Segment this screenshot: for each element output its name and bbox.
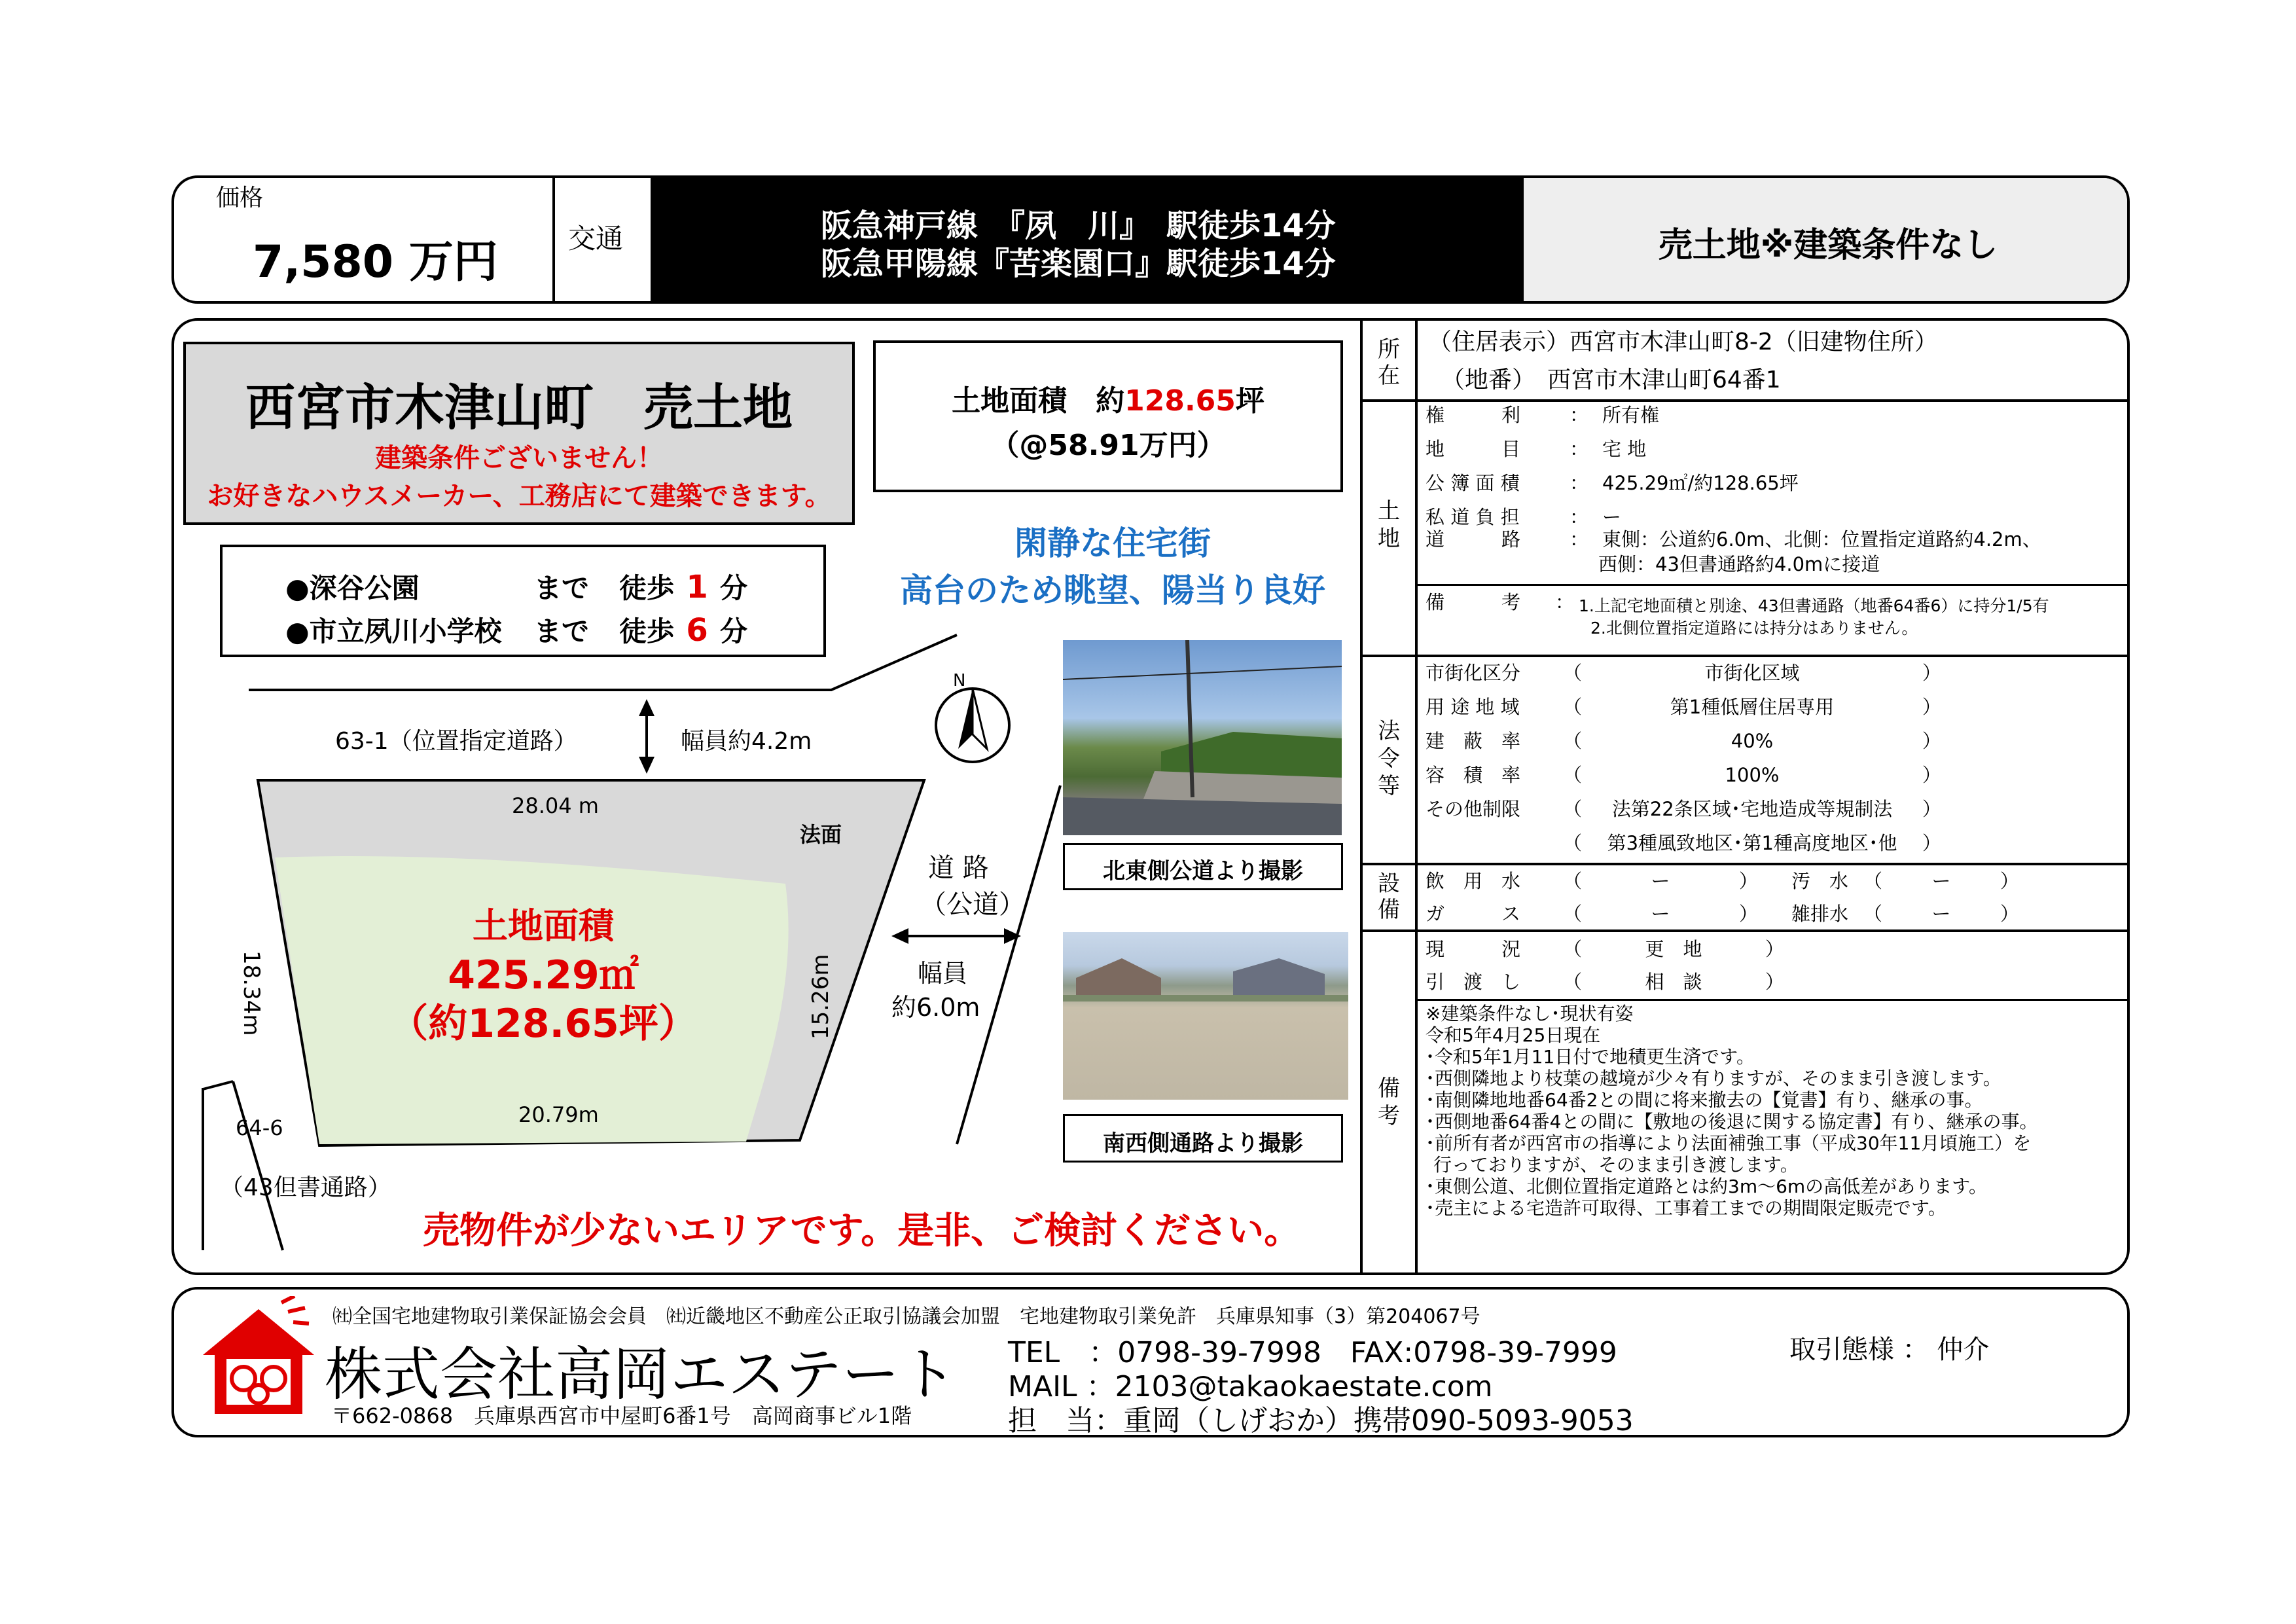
footer-tel: TEL ：0798-39-7998 FAX:0798-39-7999 [1008,1336,1617,1369]
status-val-1: 更 地 [1645,938,1702,960]
law-key-1: 市街化区分 [1426,662,1521,684]
land-remarks-2: 2.北側位置指定道路には持分はありません。 [1590,619,1918,638]
law-open-1: （ [1563,662,1583,684]
nearby-walk-1: 徒歩 [619,572,675,604]
north-mark: N [953,671,966,691]
footer-staff: 担 当：重岡（しげおか）携帯090-5093-9053 [1008,1404,1634,1437]
east-width-label-1: 幅員 [918,959,968,988]
equip-v2-1: ー [1931,870,1951,892]
photo1-caption: 北東側公道より撮影 [1103,858,1303,884]
deal-type: 取引態様 ： 仲介 [1789,1335,1990,1365]
land-row-4 [1426,505,1621,529]
note-1: ※建築条件なし･現状有姿 [1426,1003,1634,1024]
photo2-caption: 南西側通路より撮影 [1103,1130,1303,1157]
status-open-1: （ [1563,938,1583,960]
equip-v1-1: ー [1651,870,1670,892]
land-road-line-2: 西側：43但書通路約4.0mに接道 [1598,553,1880,575]
law-close-5: ） [1922,798,1942,820]
note-3: ･令和5年1月11日付で地積更生済です。 [1426,1046,1755,1068]
east-road-label-2: （公道） [920,890,1025,920]
law-row-3 [1426,729,1941,753]
note-8: 行っておりますが、そのまま引き渡します。 [1433,1154,1799,1176]
equip-open1-2: （ [1563,903,1583,925]
company-logo-icon [196,1296,321,1420]
law-close-1: ） [1922,662,1942,684]
nearby-min-2: 6 [686,612,708,649]
law-key-3: 建 蔽 率 [1426,730,1521,752]
land-remarks-colon: ： [1555,591,1575,613]
header-type-cell [1524,178,2130,301]
law-val-1: 市街化区域 [1704,662,1800,684]
location-line-1: （住居表示）西宮市木津山町8-2（旧建物住所） [1428,329,1938,355]
area-line-1-pre: 土地面積 約 [952,384,1125,418]
footer-memberships: ㈳全国宅地建物取引業保証協会会員 ㈳近畿地区不動産公正取引協議会加盟 宅地建物取引業免許 兵庫県知事（3）第204067号 [332,1305,1480,1328]
transport-label: 交通 [568,223,624,255]
status-open-2: （ [1563,971,1583,993]
land-colon-4: ： [1570,506,1589,528]
law-key-2: 用 途 地 域 [1426,696,1520,718]
area-line-2: （@58.91万円） [990,429,1226,462]
nearby-name-2: ●市立夙川小学校 [285,615,502,647]
law-key-4: 容 積 率 [1426,764,1521,786]
east-width-label-2: 約6.0m [891,993,980,1022]
remarks-label: 備考 [1378,1075,1400,1129]
north-width-label: 幅員約4.2m [681,728,812,755]
land-row-3 [1426,471,1799,495]
law-row-4 [1426,763,1941,787]
status-close-1: ） [1765,938,1785,960]
law-open-5: （ [1563,798,1583,820]
nearby-until-2: まで [534,615,590,647]
equip-v1-2: ー [1651,903,1670,925]
nearby-until-1: まで [534,572,590,604]
transport-line-1: 阪急神戸線 『夙 川』 駅徒歩14分 [821,208,1336,244]
sw-lot-label: 64-6 [236,1115,283,1140]
land-key-5: 道 路 [1426,528,1521,550]
equip-k2-2: 雑排水 [1791,903,1849,925]
law-row-2 [1426,695,1941,719]
location-line-2: （地番） 西宮市木津山町64番1 [1441,367,1781,393]
land-val-5: 東側：公道約6.0m、北側：位置指定道路約4.2m、 [1602,528,2041,550]
status-close-2: ） [1765,971,1785,993]
catch-2: 高台のため眺望、陽当り良好 [900,571,1325,609]
lot-area-tsubo: （約128.65坪） [389,1001,698,1047]
equip-row-2 [1426,902,2019,926]
land-row-5 [1426,528,2041,551]
equip-label: 設備 [1378,871,1400,923]
east-road-line [957,785,1060,1144]
status-key-2: 引 渡 し [1426,971,1521,993]
land-colon-3: ： [1570,472,1589,494]
law-row-5 [1426,797,1941,821]
north-road-line [249,635,957,690]
equip-k2-1: 汚 水 [1791,870,1849,892]
equip-close2-2: ） [2000,903,2020,925]
law-val-2: 第1種低層住居専用 [1670,696,1835,718]
law-close-4: ） [1922,764,1942,786]
status-val-2: 相 談 [1645,971,1702,993]
status-row-2 [1426,970,1784,994]
note-10: ･売主による宅造許可取得、工事着工までの期間限定販売です。 [1426,1197,1946,1219]
equip-k1-2: ガ ス [1426,903,1521,925]
photo-northeast-art [1063,640,1342,835]
equip-v2-2: ー [1931,903,1951,925]
spec-table [1363,319,2127,1274]
land-colon-2: ： [1570,438,1589,460]
equip-k1-1: 飲 用 水 [1426,870,1521,892]
location-label: 所在 [1378,336,1400,389]
land-row-2 [1426,437,1646,461]
note-7: ･前所有者が西宮市の指導により法面補強工事（平成30年11月頃施工）を [1426,1132,2032,1154]
subtitle-2: お好きなハウスメーカー、工務店にて建築できます。 [207,481,831,511]
north-road-label: 63-1（位置指定道路） [335,728,577,755]
land-val-3: 425.29㎡/約128.65坪 [1602,472,1799,494]
remarks-notes [1426,1003,2119,1219]
nearby-min-1: 1 [686,569,708,605]
equip-open1-1: （ [1563,870,1583,892]
company-name: 株式会社高岡エステート [325,1341,958,1408]
lot-area-m2: 425.29㎡ [448,952,639,998]
photo-southwest [1063,932,1348,1100]
nearby-name-1: ●深谷公園 [285,572,420,604]
property-title: 西宮市木津山町 売土地 [245,378,793,437]
property-type: 売土地※建築条件なし [1658,226,1998,265]
footer-mail[interactable]: MAIL ：2103@takaokaestate.com [1008,1370,1493,1403]
note-2: 令和5年4月25日現在 [1426,1024,1601,1046]
law-close-6: ） [1922,832,1942,854]
law-open-6: （ [1563,832,1583,854]
land-val-4: ー [1602,506,1622,528]
subtitle-1: 建築条件ございません！ [375,443,663,473]
status-key-1: 現 況 [1426,938,1521,960]
bottom-length-label: 20.79m [518,1102,599,1127]
law-open-4: （ [1563,764,1583,786]
law-val-5: 法第22条区域･宅地造成等規制法 [1611,798,1893,820]
left-length-label: 18.34m [238,950,264,1036]
land-row-1 [1426,403,1659,427]
land-val-1: 所有権 [1602,404,1660,426]
equip-open2-2: （ [1863,903,1883,925]
note-9: ･東側公道、北側位置指定道路とは約3m～6mの高低差があります。 [1426,1176,1987,1197]
photo1-caption-box [1063,843,1343,890]
note-6: ･西側地番64番4との間に【敷地の後退に関する協定書】有り、継承の事。 [1426,1111,2038,1132]
photo-northeast [1063,640,1342,835]
note-4: ･西側隣地より枝葉の越境が少々有りますが、そのまま引き渡します。 [1426,1068,2001,1089]
land-colon-5: ： [1570,528,1589,550]
area-line-1-post: 坪 [1235,384,1265,418]
land-key-4: 私 道 負 担 [1426,506,1520,528]
area-line-1-num: 128.65 [1124,384,1236,418]
land-label: 土地 [1378,498,1400,552]
law-row-6 [1426,831,1941,855]
equip-close1-1: ） [1739,870,1759,892]
law-close-2: ） [1922,696,1942,718]
company-address: 〒662-0868 兵庫県西宮市中屋町6番1号 高岡商事ビル1階 [331,1403,912,1428]
law-close-3: ） [1922,730,1942,752]
law-key-5: その他制限 [1426,798,1521,820]
transport-line-2: 阪急甲陽線『苦楽園口』駅徒歩14分 [821,245,1336,282]
east-road-label-1: 道 路 [928,853,989,883]
land-remarks-key: 備 考 [1426,591,1521,613]
top-length-label: 28.04 m [512,793,599,818]
law-val-6: 第3種風致地区･第1種高度地区･他 [1607,832,1897,854]
right-length-label: 15.26m [808,954,834,1039]
law-row-1 [1426,661,1941,685]
sw-road-line [202,1089,203,1250]
land-remarks-1: 1.上記宅地面積と別途、43但書通路（地番64番6）に持分1/5有 [1579,596,2049,615]
law-val-4: 100% [1725,764,1780,786]
slogan: 売物件が少ないエリアです。是非、ご検討ください。 [423,1210,1301,1252]
nearby-walk-2: 徒歩 [619,615,675,647]
nearby-unit-2: 分 [720,615,748,647]
equip-close2-1: ） [2000,870,2020,892]
status-row-1 [1426,937,1784,961]
catch-1: 閑静な住宅街 [1014,524,1211,562]
land-key-1: 権 利 [1426,404,1521,426]
lot-area-title: 土地面積 [473,905,614,947]
law-label: 法令等 [1378,718,1400,799]
photo2-caption-box [1063,1114,1343,1163]
law-val-3: 40% [1731,730,1774,752]
law-open-2: （ [1563,696,1583,718]
photo-southwest-art [1063,932,1348,1100]
nearby-unit-1: 分 [720,572,748,604]
note-5: ･南側隣地地番64番2との間に将来撤去の【覚書】有り、継承の事。 [1426,1089,1983,1111]
land-key-2: 地 目 [1426,438,1521,460]
price-label: 価格 [216,185,264,211]
slope-label: 法面 [800,822,842,847]
equip-row-1 [1426,869,2019,893]
land-key-3: 公 簿 面 積 [1426,472,1520,494]
land-colon-1: ： [1570,404,1589,426]
equip-open2-1: （ [1863,870,1883,892]
equip-close1-2: ） [1739,903,1759,925]
sw-road-label: （43但書通路） [220,1174,391,1201]
price-value: 7,580 万円 [253,236,498,288]
law-open-3: （ [1563,730,1583,752]
land-val-2: 宅 地 [1602,438,1647,460]
